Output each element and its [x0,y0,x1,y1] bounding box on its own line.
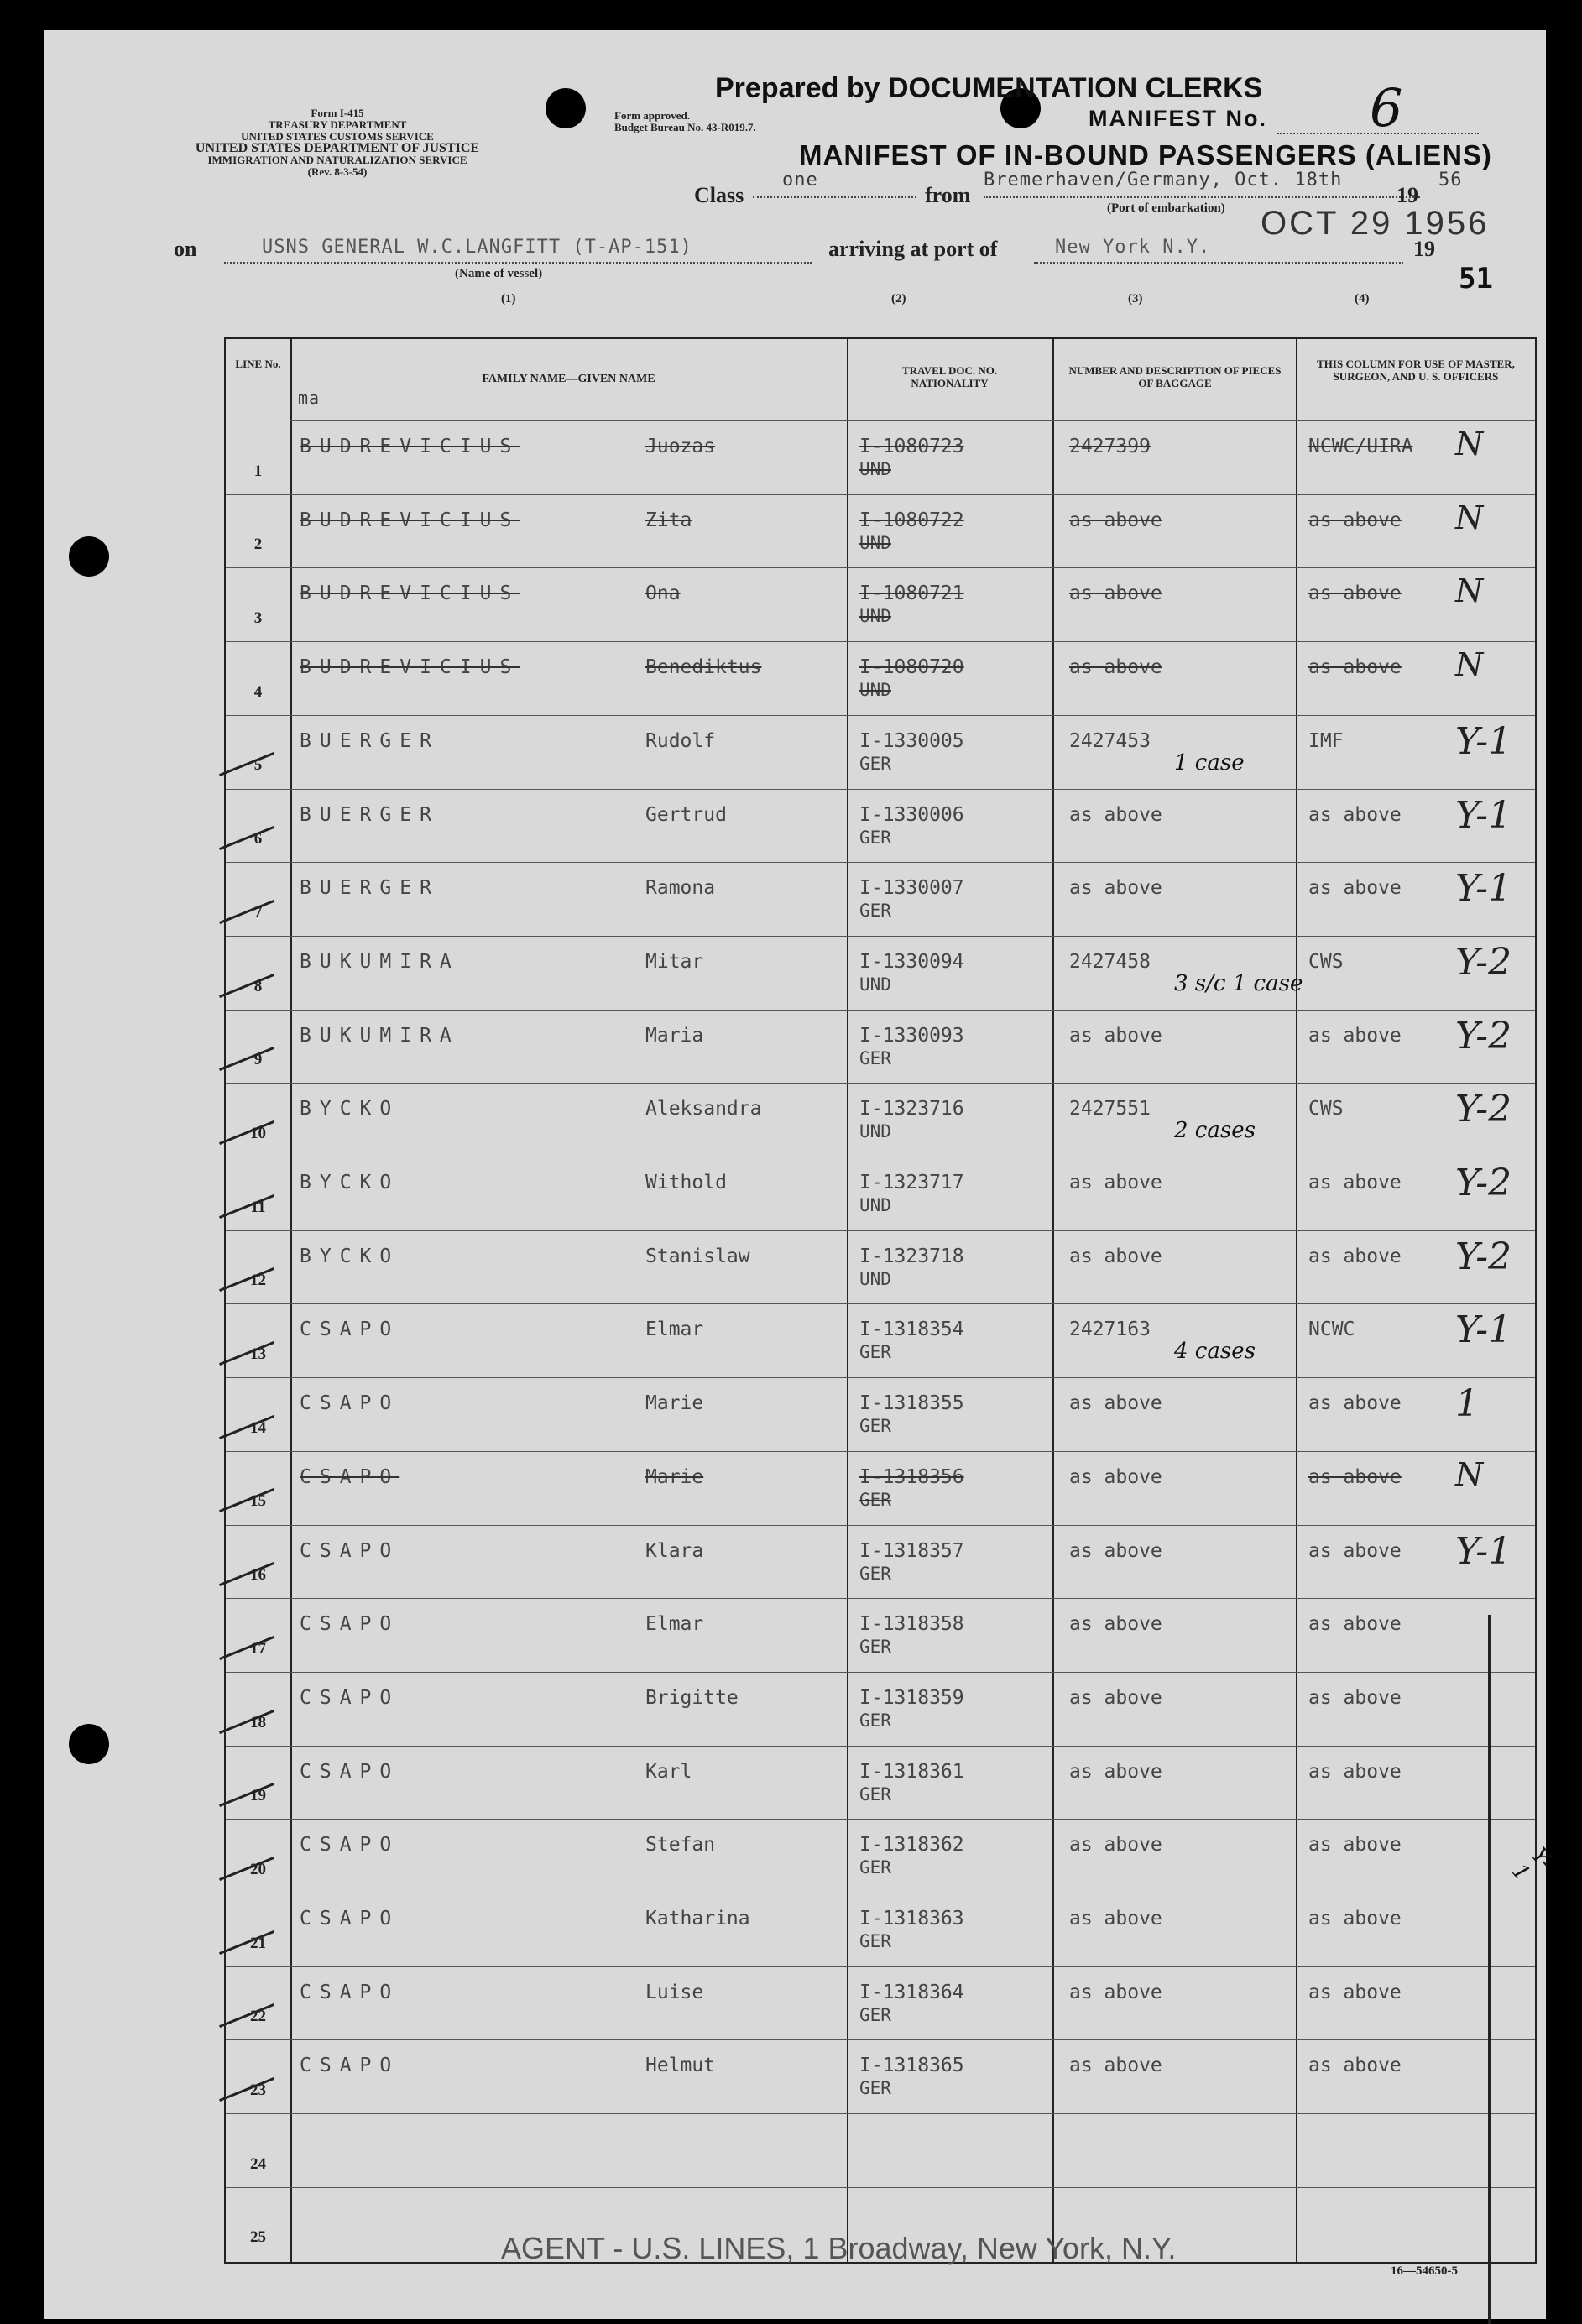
officer-mark: N [1455,499,1484,536]
baggage-description: as above [1069,582,1162,605]
baggage-header: NUMBER AND DESCRIPTION OF PIECES OF BAGGAGE [1068,364,1282,389]
given-name: Rudolf [645,729,716,752]
given-name: Stanislaw [645,1245,750,1267]
baggage-description: as above [1069,1024,1162,1047]
col-num-2: (2) [891,292,906,306]
arrival-port-line [1034,262,1403,264]
travel-doc-number: I-1318363 [859,1908,964,1930]
family-name: CSAPO [300,1686,400,1709]
row-rule [226,715,1535,716]
table-row [226,789,1535,863]
line-number: 15 [250,1492,266,1511]
baggage-description: as above [1069,509,1162,531]
nationality: GER [859,1342,891,1363]
travel-doc-number: I-1080723 [859,436,964,457]
family-name: BUERGER [300,877,440,900]
family-name: CSAPO [300,1760,400,1783]
baggage-description: as above [1069,1908,1162,1930]
table-row [226,1598,1535,1672]
officer-mark: N [1455,572,1484,610]
officer-disposition: as above [1308,1245,1402,1267]
passenger-table [224,337,1558,2264]
baggage-handwritten-note: 4 cases [1174,1339,1256,1365]
arriving-label: arriving at port of [828,237,998,261]
baggage-description: as above [1069,803,1162,826]
line-number: 1 [253,462,263,480]
form-left-line: (Rev. 8-3-54) [307,165,368,178]
embarkation-value: Bremerhaven/Germany, Oct. 18th [984,170,1343,191]
given-name: Helmut [645,2055,716,2077]
row-rule [226,494,1535,495]
punch-hole [546,88,586,128]
officer-mark: Y-2 [1455,1162,1512,1204]
row-rule [226,1083,1535,1084]
travel-doc-number: I-1323717 [859,1172,964,1193]
family-name: CSAPO [300,1981,400,2003]
family-name: BYCKO [300,1245,400,1267]
nationality: UND [859,1268,891,1289]
officer-mark: Y-1 [1455,867,1512,911]
travel-doc-number: I-1318356 [859,1465,964,1488]
officer-mark: Y-1 [1455,1308,1512,1352]
travel-doc-number: I-1330007 [859,877,964,900]
line-number: 12 [250,1272,266,1290]
baggage-description: as above [1069,1465,1162,1488]
family-name: BUDREVICIUS [300,656,520,679]
manifest-no-label: MANIFEST No. [1089,106,1267,131]
agent-stamp: AGENT - U.S. LINES, 1 Broadway, New York, N.Y. [501,2231,1177,2265]
manifest-page [44,30,1558,2319]
baggage-description: as above [1069,1392,1162,1415]
baggage-handwritten-note: 2 cases [1174,1118,1256,1144]
nationality: UND [859,974,891,995]
officer-mark: Y-1 [1455,1529,1512,1573]
nationality: UND [859,459,891,479]
class-line [753,196,916,198]
bracket-note: Y-1 [1506,1842,1558,1887]
baggage-description: as above [1069,2055,1162,2077]
travel-doc-number: I-1330093 [859,1024,964,1047]
line-number: 3 [253,609,263,628]
line-number: 20 [250,1860,266,1878]
table-row [226,1525,1535,1599]
officer-disposition: IMF [1308,729,1344,752]
officer-disposition: as above [1308,1613,1402,1636]
given-name: Maria [645,1024,704,1047]
family-name: BUDREVICIUS [300,436,520,457]
year-suffix: 19 [1397,183,1418,207]
nationality: GER [859,1783,891,1804]
baggage-description: as above [1069,1539,1162,1562]
line-number: 9 [253,1051,263,1069]
officer-mark: N [1455,646,1484,684]
table-row [226,1451,1535,1525]
baggage-description: as above [1069,656,1162,679]
family-bracket [1471,1615,1491,2324]
table-row [226,715,1535,789]
table-row [226,1819,1535,1893]
officer-disposition: CWS [1308,950,1344,973]
officer-disposition: as above [1308,1392,1402,1415]
baggage-description: as above [1069,1686,1162,1709]
officer-disposition: as above [1308,877,1402,900]
on-label: on [174,237,197,261]
row-rule [226,1230,1535,1231]
officer-disposition: CWS [1308,1098,1344,1120]
row-rule [226,1598,1535,1599]
travel-doc-number: I-1318364 [859,1981,964,2003]
form-left-line: TREASURY DEPARTMENT [268,118,407,131]
travel-doc-number: I-1323716 [859,1098,964,1120]
punch-hole [69,536,109,577]
baggage-description: 2427551 [1069,1098,1151,1120]
line-number: 17 [250,1639,266,1658]
port-embarkation-label: (Port of embarkation) [1107,201,1225,215]
family-name: BUDREVICIUS [300,509,520,531]
officer-disposition: NCWC [1308,1319,1355,1341]
nationality: GER [859,2004,891,2025]
family-name: CSAPO [300,1613,400,1636]
vessel-name: USNS GENERAL W.C.LANGFITT (T-AP-151) [262,237,692,258]
travel-doc-number: I-1318358 [859,1613,964,1636]
family-name: BUERGER [300,729,440,752]
table-row [226,1893,1535,1966]
manifest-no-value: 6 [1370,77,1403,138]
form-code: 16—54650-5 [1391,2264,1458,2278]
officer-disposition: as above [1308,1465,1402,1488]
officer-disposition: as above [1308,1024,1402,1047]
travel-doc-number: I-1330005 [859,729,964,752]
line-number: 11 [250,1198,266,1216]
nationality: UND [859,1195,891,1215]
family-name: BUKUMIRA [300,950,460,973]
given-name: Karl [645,1760,692,1783]
officer-disposition: as above [1308,1686,1402,1709]
officer-disposition: as above [1308,656,1402,679]
officer-disposition: as above [1308,1172,1402,1193]
row-rule [226,1525,1535,1526]
line-number: 4 [253,682,263,701]
baggage-description: 2427163 [1069,1319,1151,1341]
form-approved-block [614,110,756,133]
line-number: 5 [253,756,263,775]
nationality: GER [859,1416,891,1437]
from-label: from [925,183,971,207]
nationality: GER [859,827,891,848]
travel-doc-number: I-1080721 [859,582,964,605]
line-number: 14 [250,1418,266,1437]
baggage-description: as above [1069,1981,1162,2003]
nationality: UND [859,680,891,701]
row-rule [226,936,1535,937]
table-row [226,936,1535,1010]
line-number: 7 [253,903,263,922]
row-rule [226,2039,1535,2040]
form-left-line: IMMIGRATION AND NATURALIZATION SERVICE [207,154,467,166]
row-rule [226,1966,1535,1967]
row-rule [226,1819,1535,1820]
given-name: Aleksandra [645,1098,762,1120]
travel-doc-number: I-1080720 [859,656,964,679]
given-name: Ramona [645,877,716,900]
row-rule [226,862,1535,863]
family-name: CSAPO [300,1465,400,1488]
row-rule [226,789,1535,790]
table-row [226,420,1535,494]
table-row [226,1083,1535,1157]
travel-doc-number: I-1318361 [859,1760,964,1783]
given-name: Marie [645,1465,704,1488]
given-name: Marie [645,1392,704,1415]
baggage-description: 2427453 [1069,729,1151,752]
vessel-line [224,262,812,264]
line-number: 23 [250,2081,266,2100]
table-row [226,1746,1535,1820]
given-name: Zita [645,509,692,531]
year-value: 56 [1438,170,1463,191]
officer-disposition: as above [1308,1908,1402,1930]
class-label: Class [694,183,744,207]
form-left-line: UNITED STATES DEPARTMENT OF JUSTICE [195,141,480,155]
nationality: GER [859,901,891,922]
col-num-1: (1) [501,292,516,306]
officer-disposition: as above [1308,1760,1402,1783]
officer-mark: Y-2 [1455,1014,1512,1058]
nationality: GER [859,2078,891,2099]
baggage-description: 2427458 [1069,950,1151,973]
officer-mark: Y-2 [1455,1088,1512,1131]
row-rule [226,1672,1535,1673]
officer-mark: Y-1 [1455,719,1512,763]
punch-hole [69,1724,109,1764]
row-rule [226,641,1535,642]
given-name: Klara [645,1539,704,1562]
nationality: GER [859,1489,891,1510]
officer-mark: Y-2 [1455,1235,1512,1278]
given-name: Stefan [645,1834,716,1857]
travel-doc-number: I-1330094 [859,950,964,973]
line-number: 19 [250,1787,266,1805]
row-rule [226,1451,1535,1452]
travel-doc-header: TRAVEL DOC. NO. NATIONALITY [901,364,998,389]
officer-mark: N [1455,1455,1484,1493]
line-number: 13 [250,1345,266,1364]
officer-disposition: as above [1308,1981,1402,2003]
row-rule [226,567,1535,568]
form-left-line: Form I-415 [311,107,364,119]
manifest-title: MANIFEST OF IN-BOUND PASSENGERS (ALIENS) [799,139,1492,170]
arrival-port-value: New York N.Y. [1055,237,1211,258]
line-number: 25 [250,2228,266,2247]
class-value: one [782,170,818,191]
table-row [226,494,1535,568]
line-number: 24 [250,2154,266,2173]
year-suffix-2: 19 [1413,237,1435,261]
manifest-no-line [1277,133,1479,134]
table-row [226,1230,1535,1304]
family-name: CSAPO [300,1908,400,1930]
travel-doc-number: I-1318362 [859,1834,964,1857]
travel-doc-number: I-1080722 [859,509,964,531]
given-name: Elmar [645,1613,704,1636]
travel-doc-number: I-1318355 [859,1392,964,1415]
given-name: Luise [645,1981,704,2003]
nationality: GER [859,1563,891,1584]
travel-doc-number: I-1318357 [859,1539,964,1562]
baggage-description: as above [1069,1613,1162,1636]
officer-mark: Y-1 [1455,793,1512,837]
family-name: BUKUMIRA [300,1024,460,1047]
nationality: UND [859,1121,891,1142]
baggage-description: as above [1069,1172,1162,1193]
form-left-line: UNITED STATES CUSTOMS SERVICE [241,130,434,143]
baggage-handwritten-note: 3 s/c 1 case [1174,970,1303,996]
row-rule [226,2113,1535,2114]
vessel-label: (Name of vessel) [455,267,543,280]
nationality: GER [859,1931,891,1951]
line-number: 2 [253,535,263,554]
line-number: 8 [253,977,263,995]
family-name: CSAPO [300,1834,400,1857]
table-row [226,567,1535,641]
family-name: BUDREVICIUS [300,582,520,605]
line-number: 10 [250,1124,266,1142]
given-name: Withold [645,1172,727,1193]
officers-header: THIS COLUMN FOR USE OF MASTER, SURGEON, AND U. S. OFFICERS [1317,358,1515,383]
travel-doc-number: I-1323718 [859,1245,964,1267]
family-name: CSAPO [300,1539,400,1562]
col-num-4: (4) [1355,292,1370,306]
nationality: GER [859,1637,891,1658]
officer-mark: 1 [1455,1382,1479,1426]
sheet-number: 51 [1459,262,1493,295]
arrival-date-stamp: OCT 29 1956 [1261,205,1490,242]
form-approved-text: Form approved. [614,109,691,122]
baggage-description: as above [1069,1834,1162,1857]
given-name: Mitar [645,950,704,973]
table-row [226,1377,1535,1451]
travel-doc-number: I-1318365 [859,2055,964,2077]
form-identifier-block [170,107,505,178]
col-num-3: (3) [1128,292,1143,306]
nationality: GER [859,1857,891,1878]
line-number: 18 [250,1713,266,1731]
table-row [226,1010,1535,1084]
line-number: 21 [250,1934,266,1952]
given-name: Gertrud [645,803,727,826]
baggage-handwritten-note: 1 case [1174,749,1245,776]
officer-disposition: as above [1308,1834,1402,1857]
line-no-header: LINE No. [235,358,281,370]
nationality: UND [859,532,891,553]
family-name: BYCKO [300,1172,400,1193]
given-name: Ona [645,582,681,605]
family-name: BUERGER [300,803,440,826]
row-rule [226,1377,1535,1378]
given-name: Juozas [645,436,716,457]
travel-doc-number: I-1318354 [859,1319,964,1341]
line-number: 16 [250,1566,266,1585]
nationality: GER [859,1710,891,1731]
nationality: GER [859,753,891,774]
baggage-description: as above [1069,1245,1162,1267]
officer-disposition: as above [1308,803,1402,826]
table-row [226,1303,1535,1377]
given-name: Elmar [645,1319,704,1341]
officer-disposition: as above [1308,1539,1402,1562]
nationality: UND [859,606,891,627]
officer-mark: Y-2 [1455,940,1512,984]
name-header: FAMILY NAME—GIVEN NAME [482,373,655,385]
header-note: ma [298,388,321,408]
table-row [226,1672,1535,1746]
prepared-by-stamp: Prepared by DOCUMENTATION CLERKS [715,72,1263,104]
table-row [226,1966,1535,2040]
nationality: GER [859,1047,891,1068]
row-rule [226,2187,1535,2188]
table-row [226,862,1535,936]
from-line [984,196,1420,198]
table-row [226,641,1535,715]
baggage-description: as above [1069,877,1162,900]
budget-bureau-text: Budget Bureau No. 43-R019.7. [614,121,756,133]
table-row [226,2039,1535,2113]
family-name: BYCKO [300,1098,400,1120]
travel-doc-number: I-1318359 [859,1686,964,1709]
row-rule [226,1010,1535,1011]
row-rule [226,1303,1535,1304]
family-name: CSAPO [300,2055,400,2077]
line-number: 22 [250,2008,266,2026]
officer-disposition: NCWC/UIRA [1308,436,1413,457]
row-rule [226,1746,1535,1747]
family-name: CSAPO [300,1319,400,1341]
officer-disposition: as above [1308,509,1402,531]
baggage-description: as above [1069,1760,1162,1783]
given-name: Benediktus [645,656,762,679]
travel-doc-number: I-1330006 [859,803,964,826]
table-row [226,1157,1535,1230]
officer-disposition: as above [1308,582,1402,605]
given-name: Brigitte [645,1686,739,1709]
given-name: Katharina [645,1908,750,1930]
baggage-description: 2427399 [1069,436,1151,457]
family-name: CSAPO [300,1392,400,1415]
line-number: 6 [253,830,263,849]
officer-disposition: as above [1308,2055,1402,2077]
officer-mark: N [1455,426,1484,462]
table-row [226,2113,1535,2187]
